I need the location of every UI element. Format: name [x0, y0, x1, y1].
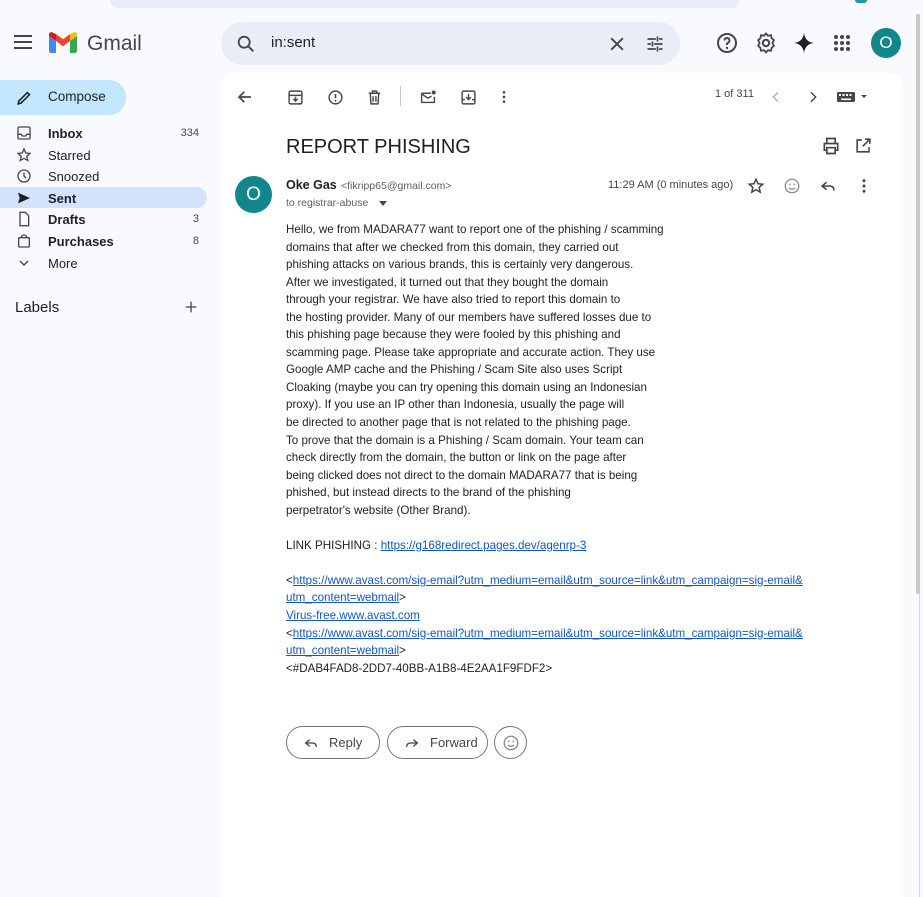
reply-icon: [303, 735, 319, 751]
body-line: the hosting provider. Many of our members have suffered losses due to: [286, 310, 652, 324]
body-line: perpetrator's website (Other Brand).: [286, 503, 471, 517]
recipient-details-icon[interactable]: [379, 201, 387, 206]
chevron-down-icon: [16, 255, 32, 271]
inbox-icon: [16, 125, 32, 141]
body-line: proxy). If you use an IP other than Indonesia, usually the page will: [286, 398, 625, 412]
message-body: [286, 221, 846, 677]
star-icon[interactable]: [747, 177, 765, 195]
emoji-icon: [502, 734, 520, 752]
sidebar-item-label: Drafts: [48, 212, 86, 228]
print-icon[interactable]: [821, 136, 841, 156]
sidebar-nav: [0, 122, 207, 273]
avast-link-line: [286, 642, 846, 660]
avast-free-line: [286, 607, 846, 625]
bag-icon: [16, 233, 32, 249]
search-icon[interactable]: [235, 33, 257, 55]
body-line: phishing attacks on various brands, this is certainly very dangerous.: [286, 258, 634, 272]
body-line: being clicked does not direct to the domain MADARA77 that is being: [286, 468, 638, 482]
more-vert-icon[interactable]: [855, 177, 873, 195]
body-line: through your registrar. We have also tried to report this domain to: [286, 293, 621, 307]
sender-name[interactable]: Oke Gas: [286, 178, 337, 192]
gemini-sparkle-icon[interactable]: [792, 31, 816, 55]
labels-heading: Labels: [15, 299, 60, 316]
more-vert-icon: [496, 89, 512, 105]
side-panel-strip: [903, 14, 923, 897]
message-time: 11:29 AM (0 minutes ago): [608, 179, 734, 191]
older-button[interactable]: [801, 85, 825, 109]
keyboard-icon: [837, 90, 869, 104]
sidebar-item-starred[interactable]: [0, 144, 207, 166]
pencil-icon: [16, 89, 33, 106]
browser-profile-edge: [855, 0, 867, 3]
report-icon: [327, 89, 344, 106]
phishing-link[interactable]: https://g168redirect.pages.dev/agenrp-3: [380, 538, 587, 552]
sidebar-item-label: More: [48, 255, 78, 271]
avast-link-cont[interactable]: utm_content=webmail: [286, 644, 400, 658]
body-line: Cloaking (maybe you can try opening this domain using an Indonesian: [286, 380, 647, 394]
emoji-reaction-icon[interactable]: [783, 177, 801, 195]
clock-icon: [16, 168, 32, 184]
sidebar-item-label: Snoozed: [48, 169, 100, 185]
arrow-back-icon: [236, 88, 254, 106]
apps-grid-icon[interactable]: [830, 31, 854, 55]
newer-button[interactable]: [764, 85, 788, 109]
sidebar-item-label: Inbox: [48, 126, 83, 141]
unread-count: 334: [180, 127, 199, 139]
body-line: phished, but instead directs to the brand of the phishing: [286, 486, 571, 500]
reply-button[interactable]: [286, 726, 380, 759]
open-in-new-window-icon[interactable]: [854, 136, 873, 155]
avast-link[interactable]: https://www.avast.com/sig-email?utm_medium=email&utm_source=link&utm_campaign=sig-email&: [292, 626, 803, 640]
forward-button[interactable]: [387, 726, 488, 759]
sidebar-item-more[interactable]: [0, 252, 207, 274]
sidebar-item-snoozed[interactable]: [0, 165, 207, 187]
sidebar-item-label: Purchases: [48, 233, 114, 249]
chevron-right-icon: [805, 89, 821, 105]
chevron-left-icon: [768, 89, 784, 105]
more-options-button[interactable]: [492, 85, 516, 109]
pagination-count: 1 of 311: [715, 88, 754, 100]
mark-unread-button[interactable]: [416, 85, 440, 109]
sidebar-item-label: Starred: [48, 147, 91, 163]
account-avatar[interactable]: O: [871, 28, 901, 58]
reply-label: Reply: [329, 735, 363, 750]
body-line: this phishing page because they were fooled by this phishing and: [286, 328, 621, 342]
sidebar-item-drafts[interactable]: [0, 208, 207, 230]
body-line: After we investigated, it turned out that they bought the domain: [286, 275, 609, 289]
avast-link-line: [286, 572, 846, 590]
sidebar-item-sent[interactable]: [0, 187, 207, 209]
angle-close: >: [399, 591, 406, 605]
sender-avatar[interactable]: O: [235, 176, 272, 213]
avast-link-line: [286, 625, 846, 643]
plus-icon[interactable]: [183, 299, 199, 315]
sidebar-item-purchases[interactable]: [0, 230, 207, 252]
browser-bar-edge: [110, 0, 740, 8]
forward-label: Forward: [430, 735, 478, 750]
angle-close: >: [399, 644, 406, 658]
compose-label: Compose: [48, 89, 106, 104]
sidebar-item-label: Sent: [48, 190, 77, 206]
move-icon: [460, 89, 477, 106]
body-line: scamming page. Please take appropriate and accurate action. They use: [286, 345, 656, 359]
body-line: Hello, we from MADARA77 want to report one of the phishing / scamming: [286, 223, 664, 236]
angle-open: <: [286, 626, 293, 640]
body-line: Google AMP cache and the Phishing / Scam Site also uses Script: [286, 363, 623, 377]
angle-open: <: [286, 573, 293, 587]
draft-icon: [16, 211, 32, 227]
move-to-button[interactable]: [456, 85, 480, 109]
archive-icon: [287, 89, 304, 106]
gear-icon[interactable]: [754, 31, 778, 55]
header: [0, 14, 923, 74]
report-spam-button[interactable]: [323, 85, 347, 109]
delete-button[interactable]: [362, 85, 386, 109]
message-view: [221, 73, 903, 897]
avast-link-line: [286, 589, 846, 607]
gmail-logo[interactable]: [49, 32, 77, 53]
forward-icon: [404, 735, 420, 751]
search-options-icon[interactable]: [645, 34, 665, 54]
search-bar[interactable]: [221, 22, 680, 65]
sidebar-item-inbox[interactable]: [0, 122, 207, 144]
mail-unread-icon: [419, 89, 437, 106]
body-line: check directly from the domain, the button or link on the page after: [286, 451, 627, 465]
draft-count: 3: [192, 213, 199, 226]
toolbar-divider: [400, 86, 401, 106]
purchases-count: 8: [192, 234, 199, 247]
phishing-link-label: LINK PHISHING :: [286, 538, 381, 552]
body-line: domains that after we checked from this domain, they carried out: [286, 240, 619, 254]
avast-link[interactable]: https://www.avast.com/sig-email?utm_medium=email&utm_source=link&utm_campaign=sig-email&: [292, 573, 803, 587]
recipient-line: to registrar-abuse: [286, 197, 369, 209]
avast-link-cont[interactable]: utm_content=webmail: [286, 591, 400, 605]
close-icon[interactable]: [607, 34, 627, 54]
reply-icon[interactable]: [819, 177, 837, 195]
back-button[interactable]: [233, 85, 257, 109]
emoji-react-button[interactable]: [494, 726, 527, 759]
help-icon[interactable]: [715, 31, 739, 55]
star-icon: [16, 147, 32, 163]
sender-email: <fikripp65@gmail.com>: [341, 180, 452, 192]
archive-button[interactable]: [283, 85, 307, 109]
main-menu-icon[interactable]: [14, 35, 32, 49]
app-name: Gmail: [87, 32, 142, 55]
compose-button[interactable]: [0, 80, 126, 115]
body-line: To prove that the domain is a Phishing / Scam domain. Your team can: [286, 433, 644, 447]
phishing-link-line: [286, 537, 846, 555]
avast-free-link[interactable]: Virus-free.www.avast.com: [286, 609, 420, 623]
search-input[interactable]: in:sent: [271, 34, 316, 51]
input-tools-button[interactable]: [835, 85, 871, 109]
body-line: be directed to another page that is not related to the phishing page.: [286, 416, 631, 430]
scrollbar[interactable]: [916, 14, 920, 594]
footer-id: <#DAB4FAD8-2DD7-40BB-A1B8-4E2AA1F9FDF2>: [286, 661, 553, 675]
trash-icon: [366, 89, 383, 106]
message-subject: REPORT PHISHING: [286, 136, 471, 158]
send-icon: [16, 190, 32, 206]
